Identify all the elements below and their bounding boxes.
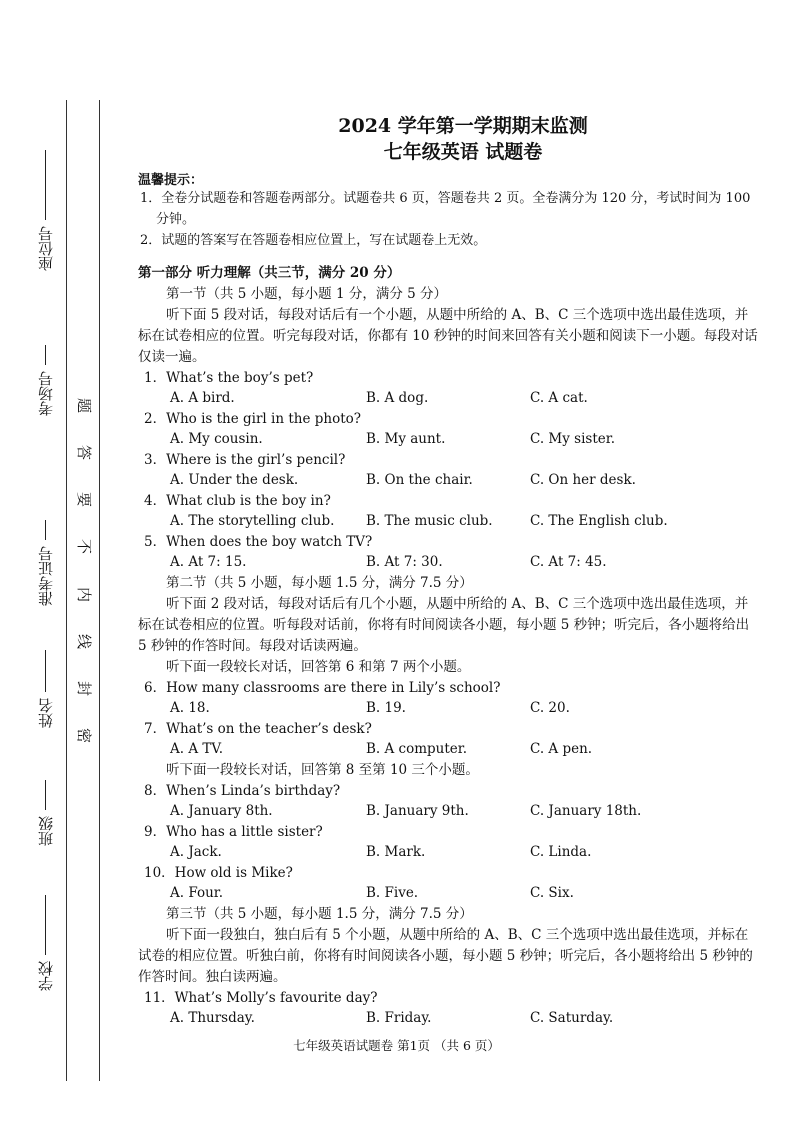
school-field (30, 895, 60, 991)
section-title: 第一节（共 5 小题，每小题 1 分，满分 5 分） (166, 286, 448, 302)
option-a: A. The storytelling club. (170, 512, 335, 529)
school-label: 学校 (36, 961, 55, 991)
option-b: B. At 7: 30. (366, 553, 443, 570)
option-a: A. My cousin. (170, 430, 263, 447)
question-7 (138, 719, 758, 760)
option-b: B. My aunt. (366, 430, 446, 447)
option-b: B. Friday. (366, 1009, 432, 1026)
seal-char: 封 (76, 678, 92, 697)
option-a: A. At 7: 15. (170, 553, 247, 570)
exam-page (138, 113, 758, 1029)
option-b: B. January 9th. (366, 802, 469, 819)
question-options (138, 699, 758, 720)
option-b: B. A dog. (366, 389, 429, 406)
page-title: 2024 学年第一学期期末监测 (338, 115, 588, 137)
section-title: 第三节（共 5 小题，每小题 1.5 分，满分 7.5 分） (166, 906, 473, 922)
option-c: C. Linda. (530, 843, 592, 860)
exam-room-label: 考场号 (36, 371, 55, 416)
notice-item: 2．试题的答案写在答题卷相应位置上，写在试题卷上无效。 (140, 233, 487, 248)
page-footer: 七年级英语试题卷 第1页 （共 6 页） (293, 1038, 500, 1053)
section-instructions: 听下面 5 段对话，每段对话后有一个小题，从题中所给的 A、B、C 三个选项中选出最佳选项，并标在试卷相应的位置。听完每段对话，你都有 10 秒钟的时间来回答有关小题和阅读下一小题。每段对话仅读一遍。 (138, 307, 758, 365)
question-text: 4．What club is the boy in? (144, 493, 331, 509)
notice-heading: 温馨提示： (138, 173, 204, 188)
question-9 (138, 822, 758, 863)
option-c: C. A cat. (530, 389, 588, 406)
question-options (138, 740, 758, 761)
seat-number-label: 座位号 (36, 226, 55, 271)
notice-item: 1．全卷分试题卷和答题卷两部分。试题卷共 6 页，答题卷共 2 页。全卷满分为 120 分，考试时间为 100 分钟。 (140, 191, 751, 227)
seal-char: 题 (76, 396, 92, 414)
option-c: C. The English club. (530, 512, 668, 529)
option-a: A. January 8th. (170, 802, 273, 819)
option-c: C. January 18th. (530, 802, 642, 819)
question-11 (138, 988, 758, 1029)
seal-char: 不 (76, 537, 92, 556)
page-subtitle: 七年级英语 试题卷 (383, 141, 543, 163)
question-3 (138, 450, 758, 491)
admission-number-label: 准考证号 (36, 546, 55, 606)
question-1 (138, 368, 758, 409)
seal-char: 线 (76, 631, 92, 650)
option-a: A. Jack. (170, 843, 222, 860)
question-options (138, 471, 758, 492)
question-text: 11．What’s Molly’s favourite day? (144, 990, 378, 1006)
binding-line-outer (66, 100, 67, 1081)
question-options (138, 553, 758, 574)
question-8 (138, 781, 758, 822)
option-a: A. Four. (170, 884, 224, 901)
option-c: C. On her desk. (530, 471, 636, 488)
seat-number-field (30, 150, 60, 271)
option-b: B. On the chair. (366, 471, 473, 488)
question-text: 8．When’s Linda’s birthday? (144, 783, 341, 799)
part-title: 第一部分 听力理解（共三节，满分 20 分） (138, 265, 401, 281)
question-4 (138, 491, 758, 532)
question-options (138, 884, 758, 905)
section-instructions: 听下面一段独白，独白后有 5 个小题，从题中所给的 A、B、C 三个选项中选出最佳选项，并标在试卷的相应位置。听独白前，你将有时间阅读各小题，每小题 5 秒钟；听完后，各小题将给出 5 秒钟的作答时间。独白读两遍。 (138, 927, 753, 985)
class-label: 班级 (36, 816, 55, 846)
option-b: B. Mark. (366, 843, 426, 860)
option-b: B. Five. (366, 884, 419, 901)
question-text: 5．When does the boy watch TV? (144, 534, 373, 550)
binding-line-inner (99, 100, 100, 1081)
dialog-intro: 听下面一段较长对话，回答第 6 和第 7 两个小题。 (166, 659, 471, 675)
option-c: C. Saturday. (530, 1009, 614, 1026)
class-field (30, 780, 60, 846)
name-label: 姓名 (36, 698, 55, 728)
seal-char: 密 (76, 725, 92, 744)
section-instructions: 听下面 2 段对话，每段对话后有几个小题，从题中所给的 A、B、C 三个选项中选出最佳选项，并标在试卷相应的位置。听每段对话前，你将有时间阅读各小题，每小题 5 秒钟；听完后，各小题将给出 5 秒钟的作答时间。每段对话读两遍。 (138, 596, 750, 654)
option-a: A. A TV. (170, 740, 224, 757)
question-options (138, 843, 758, 864)
question-10 (138, 863, 758, 904)
seal-char: 内 (76, 584, 92, 603)
question-options (138, 1009, 758, 1030)
option-a: A. Thursday. (170, 1009, 255, 1026)
question-5 (138, 532, 758, 573)
name-field (30, 650, 60, 728)
seal-char: 答 (76, 443, 92, 462)
question-options (138, 512, 758, 533)
question-text: 2．Who is the girl in the photo? (144, 411, 361, 427)
question-text: 7．What’s on the teacher’s desk? (144, 721, 372, 737)
option-c: C. At 7: 45. (530, 553, 607, 570)
admission-number-field (30, 520, 60, 606)
section-title: 第二节（共 5 小题，每小题 1.5 分，满分 7.5 分） (166, 575, 473, 591)
option-c: C. 20. (530, 699, 570, 716)
question-text: 6．How many classrooms are there in Lily’s school? (144, 680, 501, 696)
option-a: A. A bird. (170, 389, 235, 406)
option-c: C. Six. (530, 884, 574, 901)
option-a: A. Under the desk. (170, 471, 299, 488)
seal-line-notice (74, 398, 94, 743)
question-6 (138, 678, 758, 719)
question-text: 1．What’s the boy’s pet? (144, 370, 314, 386)
option-b: B. 19. (366, 699, 406, 716)
dialog-intro: 听下面一段较长对话，回答第 8 至第 10 三个小题。 (166, 762, 479, 778)
seal-char: 要 (76, 490, 92, 509)
exam-room-field (30, 345, 60, 416)
question-options (138, 430, 758, 451)
question-options (138, 389, 758, 410)
question-text: 9．Who has a little sister? (144, 824, 323, 840)
option-c: C. My sister. (530, 430, 616, 447)
option-c: C. A pen. (530, 740, 593, 757)
option-b: B. A computer. (366, 740, 468, 757)
option-a: A. 18. (170, 699, 210, 716)
question-text: 10．How old is Mike? (144, 865, 293, 881)
question-2 (138, 409, 758, 450)
option-b: B. The music club. (366, 512, 493, 529)
question-text: 3．Where is the girl’s pencil? (144, 452, 346, 468)
question-options (138, 802, 758, 823)
